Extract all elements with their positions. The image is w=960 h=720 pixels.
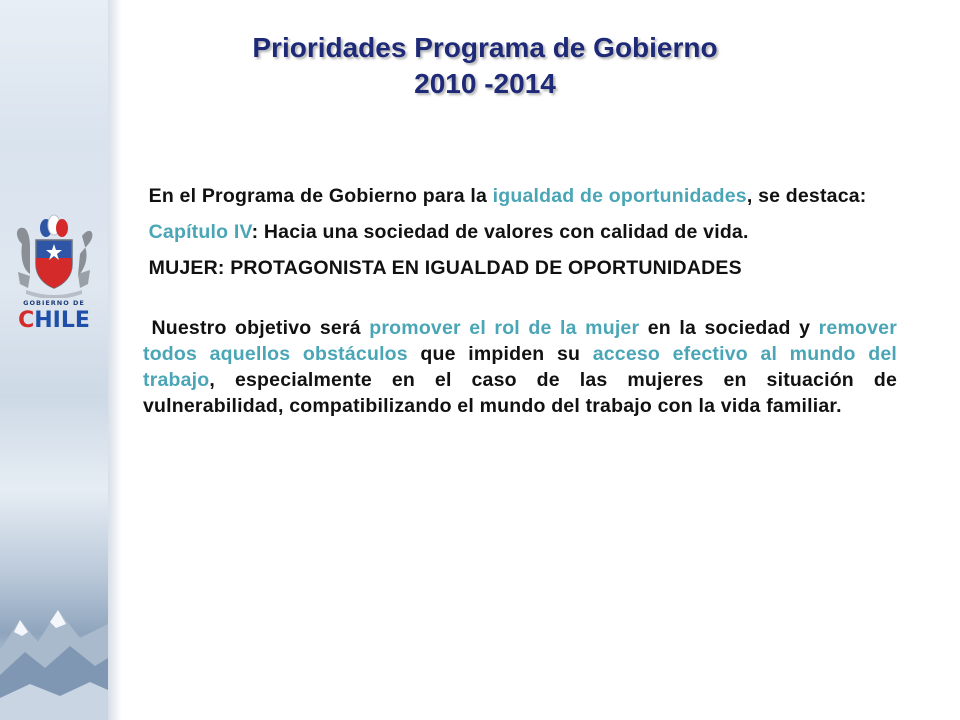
paragraph-intro — [143, 183, 897, 209]
capitulo-highlight: Capítulo IV — [148, 221, 252, 243]
paragraph-objetivo — [143, 315, 897, 419]
objetivo-highlight-1: promover el rol de la mujer — [369, 317, 640, 339]
intro-text: En el Programa de Gobierno para la — [148, 185, 493, 207]
objetivo-text-1: Nuestro objetivo será — [151, 317, 370, 339]
paragraph-capitulo — [143, 219, 897, 245]
capitulo-text: : Hacia una sociedad de valores con calidad de vida. — [251, 221, 749, 243]
objetivo-text-4: , especialmente en el caso de las mujeres en situación de vulnerabilidad, compatibilizando el mundo del trabajo con la vida familiar. — [143, 369, 897, 417]
logo-letters-hile: HILE — [34, 308, 90, 333]
gobierno-de-chile-logo — [8, 214, 100, 338]
paragraph-mujer-heading — [143, 255, 897, 281]
logo-letter-c: C — [18, 308, 35, 333]
objetivo-highlight-2: remover todos aquellos obstáculos — [143, 317, 897, 365]
title-line-2: 2010 -2014 — [414, 68, 556, 99]
objetivo-text-2: en la sociedad y — [639, 317, 819, 339]
slide-title — [130, 30, 840, 102]
intro-highlight: igualdad de oportunidades — [492, 185, 747, 207]
sidebar-decoration — [0, 0, 108, 720]
logo-caption-small: GOBIERNO DE — [23, 299, 85, 307]
coat-of-arms-icon — [8, 214, 100, 298]
mujer-heading-text: MUJER: PROTAGONISTA EN IGUALDAD DE OPORTUNIDADES — [148, 257, 742, 279]
logo-caption-big — [8, 308, 100, 333]
title-line-1: Prioridades Programa de Gobierno — [252, 32, 718, 63]
intro-text-end: , se destaca: — [746, 185, 867, 207]
objetivo-highlight-3: acceso efectivo al mundo del trabajo — [143, 343, 897, 391]
slide-body — [143, 183, 897, 419]
mountain-image — [0, 580, 108, 720]
objetivo-text-3: que impiden su — [407, 343, 593, 365]
